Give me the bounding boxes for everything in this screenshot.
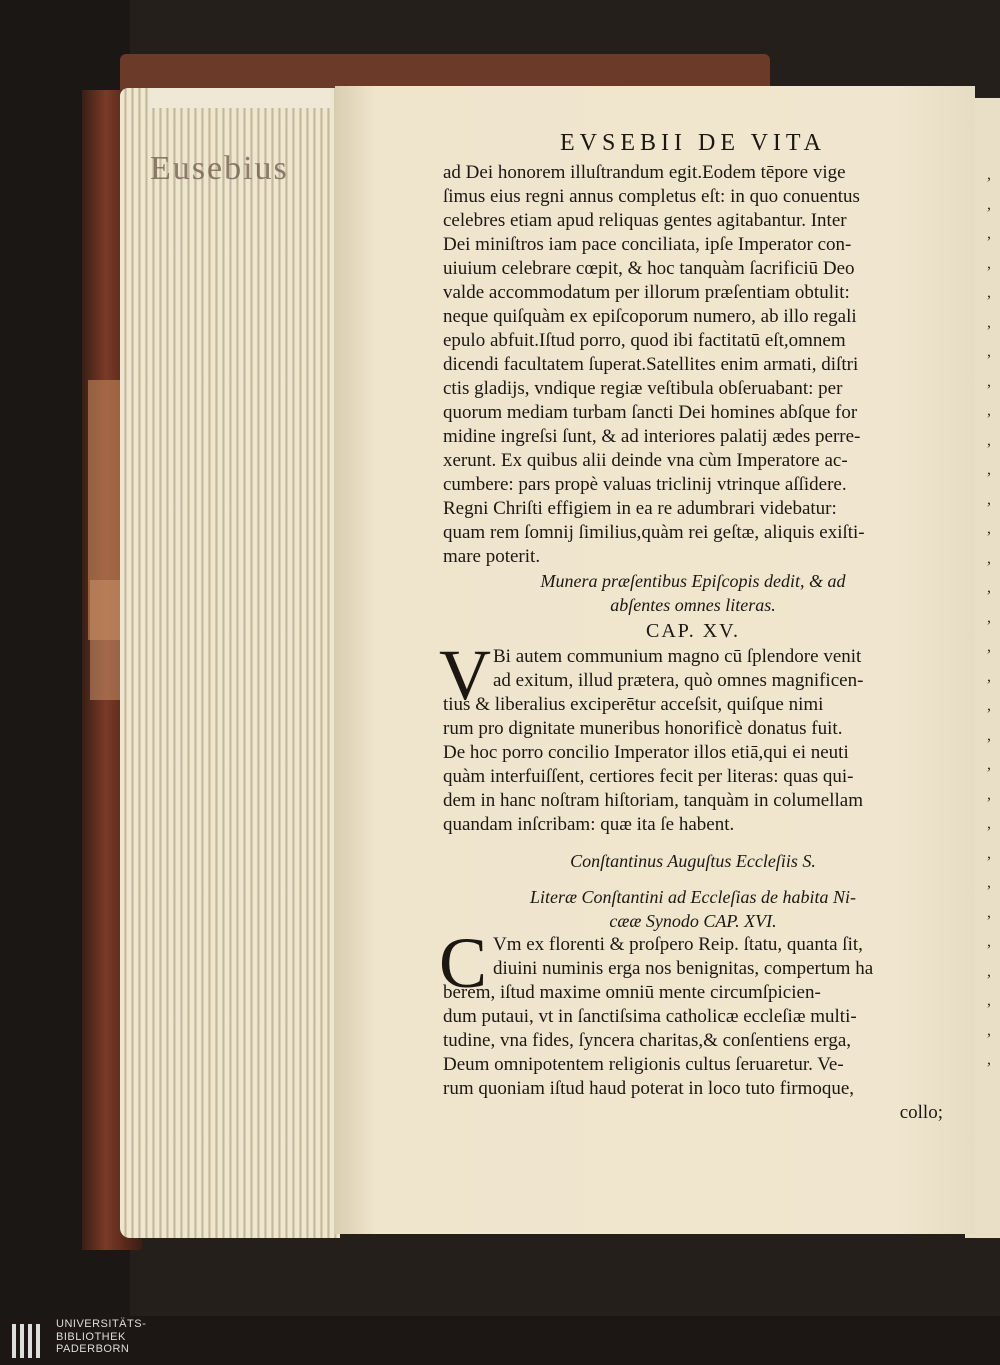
drop-cap: C: [439, 923, 488, 1003]
page-edges: [120, 88, 340, 1238]
text-line: tudine, vna fides, ſyncera charitas,& conſentiens erga,: [443, 1030, 851, 1051]
chapter-paragraph: [439, 635, 943, 837]
text-line: ſimus eius regni annus completus eſt: in quo conuentus: [443, 186, 860, 207]
text-line: dem in hanc noſtram hiſtoriam, tanquàm in columellam: [443, 790, 864, 811]
page-text: [439, 130, 943, 1125]
book-page: [335, 86, 975, 1234]
spacer: [443, 837, 943, 849]
text-line: mare poterit.: [443, 546, 541, 567]
text-line: ad exitum, illud prætera, quò omnes magnificen-: [493, 670, 864, 691]
text-line: rum pro dignitate muneribus honorificè donatus fuit.: [443, 718, 843, 739]
text-line: De hoc porro concilio Imperator illos etiā,qui ei neuti: [443, 742, 849, 763]
page-edges-top: [150, 88, 330, 108]
text-line: uiuium celebrare cœpit, & hoc tanquàm ſacrificiū Deo: [443, 258, 855, 279]
text-line: tius & liberalius exciperētur acceſsit, quiſque nimi: [443, 694, 824, 715]
text-line: Deum omnipotentem religionis cultus ſeruaretur. Ve-: [443, 1054, 844, 1075]
chapter-summary: Literæ Conſtantini ad Eccleſias de habita Ni-: [530, 887, 856, 907]
body-paragraph: [443, 161, 943, 569]
text-line: cumbere: pars propè valuas triclinij vtrinque aſſidere.: [443, 474, 847, 495]
text-line: quam rem ſomnij ſimilius,quàm rei geſtæ, aliquis exiſti-: [443, 522, 865, 543]
text-line: quorum mediam turbam ſancti Dei homines abſque for: [443, 402, 858, 423]
text-line: xerunt. Ex quibus alii deinde vna cùm Imperatore ac-: [443, 450, 848, 471]
chapter-summary: cææ Synodo CAP. XVI.: [609, 911, 777, 931]
text-line: Bi autem communium magno cū ſplendore venit: [493, 646, 862, 667]
logo-line: PADERBORN: [56, 1343, 130, 1355]
facing-page-marks: , , , , , , , , , , , , , , , , , , , , , , , , , , , , , , ,: [987, 166, 991, 1068]
edge-inscription: Eusebius: [150, 150, 289, 187]
text-line: epulo abfuit.Iſtud porro, quod ibi factitatū eſt,omnem: [443, 330, 846, 351]
text-line: Dei miniſtros iam pace conciliata, ipſe Imperator con-: [443, 234, 852, 255]
library-logo-text: [56, 1318, 146, 1356]
text-line: dum putaui, vt in ſanctiſsima catholicæ eccleſiæ multi-: [443, 1006, 857, 1027]
text-line: rum quoniam iſtud haud poterat in loco tuto firmoque,: [443, 1078, 855, 1099]
running-head: EVSEBII DE VITA: [560, 130, 826, 156]
text-line: valde accommodatum per illorum præſentiam obtulit:: [443, 282, 850, 303]
text-line: dicendi facultatem ſuperat.Satellites enim armati, diſtri: [443, 354, 859, 375]
footer-bar: [0, 1316, 1000, 1365]
text-line: diuini numinis erga nos benignitas, compertum ha: [493, 958, 874, 979]
chapter-summary: Munera præſentibus Epiſcopis dedit, & ad: [540, 571, 846, 591]
text-line: midine ingreſsi ſunt, & ad interiores palatij ædes perre-: [443, 426, 861, 447]
text-line: Vm ex florenti & proſpero Reip. ſtatu, quanta ſit,: [493, 934, 863, 955]
chapter-paragraph: [439, 923, 943, 1101]
text-line: neque quiſquàm ex epiſcoporum numero, ab illo regali: [443, 306, 857, 327]
logo-line: UNIVERSITÄTS-: [56, 1318, 147, 1330]
text-line: celebres etiam apud reliquas gentes agitabantur. Inter: [443, 210, 847, 231]
spacer: [443, 873, 943, 885]
chapter-number: CAP. XV.: [646, 620, 740, 642]
text-line: Regni Chriſti effigiem in ea re adumbrari videbatur:: [443, 498, 837, 519]
drop-cap: V: [439, 635, 491, 715]
text-line: ad Dei honorem illuſtrandum egit.Eodem tēpore vige: [443, 162, 846, 183]
text-line: quàm interfuiſſent, certiores fecit per literas: quas qui-: [443, 766, 854, 787]
text-line: quandam inſcribam: quæ ita ſe habent.: [443, 814, 735, 835]
catchword: collo;: [899, 1102, 943, 1123]
text-line: ctis gladijs, vndique regiæ veſtibula obſeruabant: per: [443, 378, 843, 399]
library-logo-icon: [10, 1320, 48, 1362]
chapter-summary: abſentes omnes literas.: [610, 595, 776, 615]
text-line: berem, iſtud maxime omniū mente circumſpicien-: [443, 982, 821, 1003]
logo-line: BIBLIOTHEK: [56, 1330, 126, 1343]
salutation: Conſtantinus Auguſtus Eccleſiis S.: [570, 851, 816, 871]
